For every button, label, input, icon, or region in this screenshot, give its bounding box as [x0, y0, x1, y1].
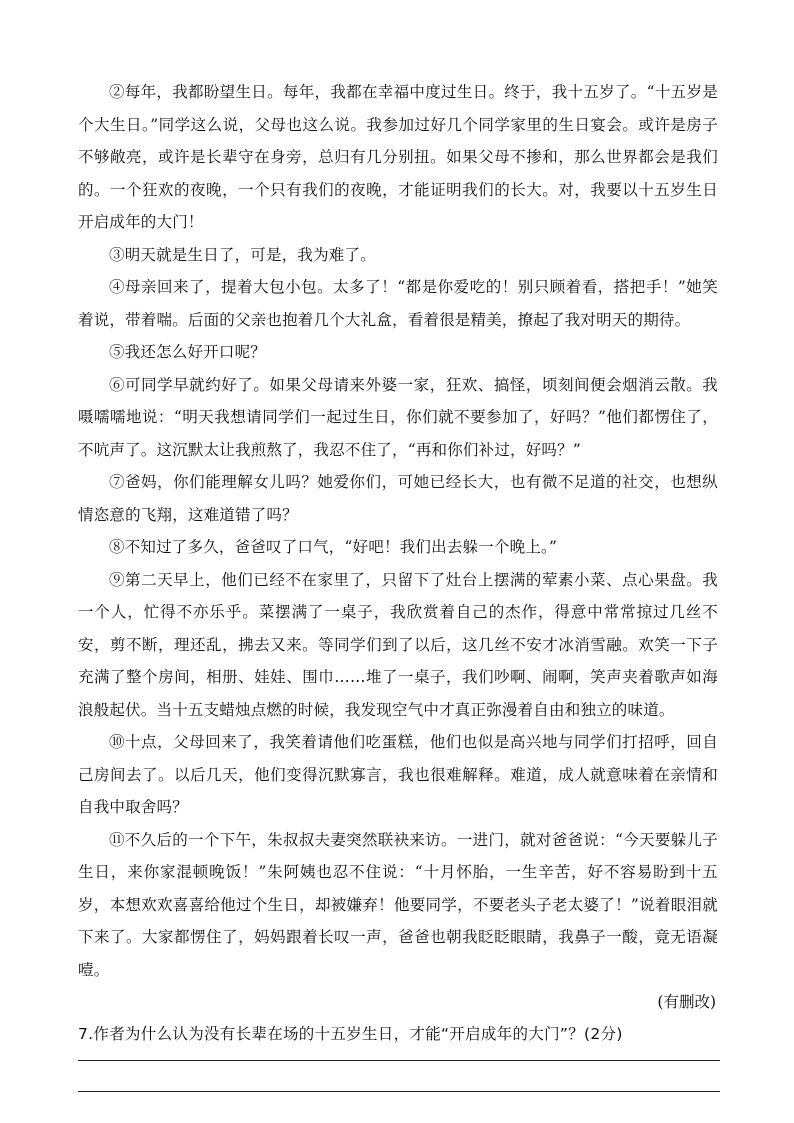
paragraph-8: ⑧不知过了多久，爸爸叹了口气，“好吧！我们出去躲一个晚上。”	[109, 538, 558, 556]
question-7: 7.作者为什么认为没有长辈在场的十五岁生日，才能“开启成年的大门”？(2分)	[78, 1025, 623, 1043]
paragraph-11: ⑪不久后的一个下午，朱叔叔夫妻突然联袂来访。一进门，就对爸爸说：“今天要躲儿子生日，来你家混顿晚饭！”朱阿姨也忍不住说：“十月怀胎，一生辛苦，好不容易盼到十五岁，本想欢欢喜喜给他过个生日，却被嫌弃！他要同学，不要老头子老太婆了！”说着眼泪就下来了。大家都愣住了，妈妈跟着长叹一声，爸爸也朝我眨眨眼睛，我鼻子一酸，竟无语凝噎。	[78, 830, 718, 979]
paragraph-9: ⑨第二天早上，他们已经不在家里了，只留下了灶台上摆满的荤素小菜、点心果盘。我一个人，忙得不亦乐乎。菜摆满了一桌子，我欣赏着自己的杰作，得意中常常掠过几丝不安，剪不断，理还乱，拂去又来。等同学们到了以后，这几丝不安才冰消雪融。欢笑一下子充满了整个房间，相册、娃娃、围巾……堆了一桌子，我们吵啊、闹啊，笑声夹着歌声如海浪般起伏。当十五支蜡烛点燃的时候，我发现空气中才真正弥漫着自由和独立的味道。	[78, 570, 718, 719]
paragraph-6: ⑥可同学早就约好了。如果父母请来外婆一家，狂欢、搞怪，顷刻间便会烟消云散。我嗫嚅嚅地说：“明天我想请同学们一起过生日，你们就不要参加了，好吗？”他们都愣住了，不吭声了。这沉默太让我煎熬了，我忍不住了，“再和你们补过，好吗？”	[78, 375, 718, 459]
answer-line-2[interactable]	[78, 1091, 720, 1092]
paragraph-2: ②每年，我都盼望生日。每年，我都在幸福中度过生日。终于，我十五岁了。“十五岁是个大生日。”同学这么说，父母也这么说。我参加过好几个同学家里的生日宴会。或许是房子不够敞亮，或许是长辈守在身旁，总归有几分别扭。如果父母不掺和，那么世界都会是我们的。一个狂欢的夜晚，一个只有我们的夜晚，才能证明我们的长大。对，我要以十五岁生日开启成年的大门！	[78, 83, 718, 231]
source-note: (有删改)	[657, 993, 716, 1011]
paragraph-3: ③明天就是生日了，可是，我为难了。	[109, 245, 376, 264]
answer-line-1[interactable]	[78, 1060, 720, 1061]
paragraph-10: ⑩十点，父母回来了，我笑着请他们吃蛋糕，他们也似是高兴地与同学们打招呼，回自己房间去了。以后几天，他们变得沉默寡言，我也很难解释。难道，成人就意味着在亲情和自我中取舍吗？	[78, 733, 718, 816]
paragraph-4: ④母亲回来了，提着大包小包。太多了！“都是你爱吃的！别只顾着看，搭把手！”她笑着说，带着喘。后面的父亲也抱着几个大礼盒，看着很是精美，撩起了我对明天的期待。	[78, 278, 718, 329]
paragraph-7: ⑦爸妈，你们能理解女儿吗？她爱你们，可她已经长大，也有微不足道的社交，也想纵情恣意的飞翔，这难道错了吗？	[78, 473, 718, 524]
reading-passage	[78, 76, 718, 1092]
paragraph-5: ⑤我还怎么好开口呢？	[109, 343, 267, 361]
